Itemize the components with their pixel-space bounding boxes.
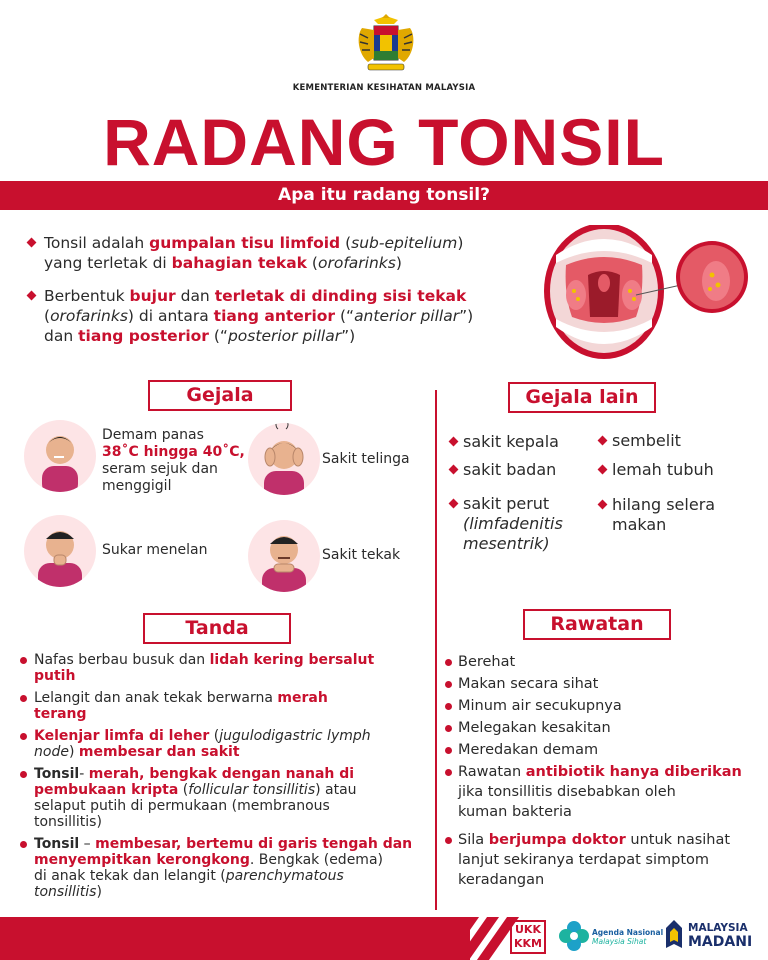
column-divider — [435, 390, 437, 910]
intro-point-1: Tonsil adalah gumpalan tisu limfoid (sub-epitelium) yang terletak di bahagian tekak (orofarinks) — [44, 233, 524, 273]
swallow-pain-person-icon — [24, 515, 96, 587]
ministry-name: KEMENTERIAN KESIHATAN MALAYSIA — [292, 83, 476, 93]
madani-emblem-icon — [664, 918, 684, 952]
other-symptom-constipation: sembelit — [612, 431, 681, 451]
list-item: Nafas berbau busuk dan lidah kering bersalut putih — [20, 652, 425, 684]
list-item: Kelenjar limfa di leher (jugulodigastric lymph node) membesar dan sakit — [20, 728, 425, 760]
other-symptom-appetite-loss: hilang selera makan — [612, 495, 715, 535]
diamond-bullet-icon — [598, 500, 608, 510]
symptom-swallow: Sukar menelan — [102, 542, 208, 558]
list-item: Sila berjumpa doktor untuk nasihat lanjut sekiranya terdapat simptom keradangan — [445, 830, 763, 890]
rawatan-heading: Rawatan — [523, 609, 671, 640]
tanda-list — [20, 652, 425, 900]
symptom-fever: Demam panas 38˚C hingga 40˚C, seram sejuk dan menggigil — [102, 427, 245, 494]
rawatan-list — [445, 652, 763, 890]
other-symptom-body-ache: sakit badan — [463, 460, 556, 480]
agenda-nasional-logo: Agenda Nasional Malaysia Sihat — [592, 928, 664, 946]
diamond-bullet-icon — [27, 291, 37, 301]
other-symptom-stomach-ache: sakit perut (limfadenitis mesentrik) — [463, 494, 563, 554]
earache-person-icon — [248, 423, 320, 495]
page-title: RADANG TONSIL — [103, 105, 665, 179]
other-symptom-headache: sakit kepala — [463, 432, 559, 452]
diamond-bullet-icon — [27, 238, 37, 248]
diamond-bullet-icon — [449, 437, 459, 447]
list-item: Berehat — [445, 652, 763, 672]
list-item: Tonsil – membesar, bertemu di garis tengah dan menyempitkan kerongkong. Bengkak (edema) di anak tekak dan lelangit (parenchymatous tonsillitis) — [20, 836, 425, 900]
symptom-sore-throat: Sakit tekak — [322, 547, 401, 563]
list-item: Makan secara sihat — [445, 674, 763, 694]
diamond-bullet-icon — [598, 436, 608, 446]
ukk-kkm-logo: UKK KKM — [510, 920, 546, 954]
list-item: Lelangit dan anak tekak berwarna merah terang — [20, 690, 425, 722]
diamond-bullet-icon — [449, 465, 459, 475]
sore-throat-person-icon — [248, 520, 320, 592]
list-item: Rawatan antibiotik hanya diberikan jika tonsillitis disebabkan oleh kuman bakteria — [445, 762, 763, 822]
other-symptom-weakness: lemah tubuh — [612, 460, 714, 480]
intro-point-2: Berbentuk bujur dan terletak di dinding sisi tekak (orofarinks) di antara tiang anterior (“anterior pillar”) dan tiang posterior (“posterior pillar”) — [44, 286, 534, 346]
gejala-lain-heading: Gejala lain — [508, 382, 656, 413]
malaysia-coat-of-arms-icon — [354, 14, 418, 80]
list-item: Tonsil- merah, bengkak dengan nanah di pembukaan kripta (follicular tonsillitis) atau selaput putih di permukaan (membranous tonsillitis) — [20, 766, 425, 830]
list-item: Minum air secukupnya — [445, 696, 763, 716]
footer-band — [0, 917, 470, 960]
symptom-earache: Sakit telinga — [322, 451, 410, 467]
diamond-bullet-icon — [449, 499, 459, 509]
fever-person-icon — [24, 420, 96, 492]
list-item: Melegakan kesakitan — [445, 718, 763, 738]
open-mouth-tonsil-icon — [540, 225, 760, 365]
agenda-nasional-flower-icon — [556, 918, 592, 954]
list-item: Meredakan demam — [445, 740, 763, 760]
gejala-heading: Gejala — [148, 380, 292, 411]
tanda-heading: Tanda — [143, 613, 291, 644]
banner-text: Apa itu radang tonsil? — [278, 185, 490, 205]
diamond-bullet-icon — [598, 465, 608, 475]
malaysia-madani-logo: MALAYSIA MADANI — [688, 922, 753, 950]
